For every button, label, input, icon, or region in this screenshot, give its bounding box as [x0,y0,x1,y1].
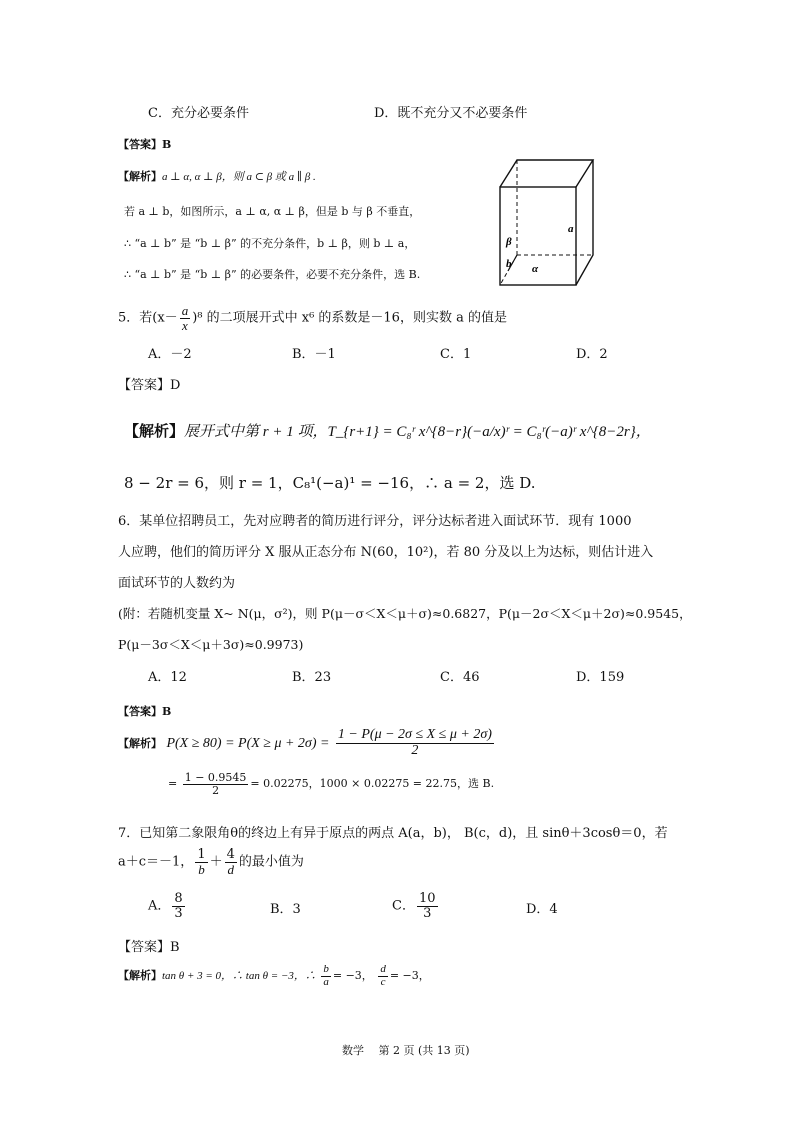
solution-mid: = −3， [332,969,373,983]
solution-post: = −3， [389,969,430,983]
q5-stem [118,304,507,332]
q6-line2: 人应聘，他们的简历评分 X 服从正态分布 N(60，10²)，若 80 分及以上为达标，则估计进入 [118,545,654,560]
q7-fraction-2: $\frac{4}{d}$ [226,847,235,877]
q5-stem-pre: 5．若(x－ [118,310,178,326]
q6-option-a: A．12 [148,670,187,685]
q6-option-c: C．46 [440,670,480,685]
q6-line1: 6．某单位招聘员工，先对应聘者的简历进行评分，评分达标者进入面试环节．现有 1000 [118,514,632,529]
q7-line2-post: 的最小值为 [238,854,304,870]
q4-solution-line4: ∴ “a ⊥ b” 是 “b ⊥ β” 的必要条件，必要不充分条件，选 B. [124,268,421,281]
solution-text: a ⊥ α, α ⊥ β，则 a ⊂ β 或 a ∥ β . [162,171,316,183]
solution-fraction: $\frac{1 - P(\mu - 2\sigma \le X \le \mu + 2\sigma)}{2}$ [337,727,492,758]
q4-solution-line3: ∴ “a ⊥ b” 是 “b ⊥ β” 的不充分条件，b ⊥ β，则 b ⊥ a， [124,237,416,250]
q4-solution-line2: 若 a ⊥ b，如图所示，a ⊥ α, α ⊥ β，但是 b 与 β 不垂直， [124,205,421,218]
q6-line3: 面试环节的人数约为 [118,576,236,591]
solution-label: 【解析】 [118,737,162,751]
solution-label: 【解析】 [118,969,162,983]
solution-text: 展开式中第 r + 1 项，T_{r+1} = C₈ʳ x^{8−r}(−a/x)ʳ = C₈ʳ(−a)ʳ x^{8−2r}， [184,424,651,440]
cuboid-figure [490,150,610,290]
q6-line4: (附：若随机变量 X~ N(μ，σ²)，则 P(μ－σ＜X＜μ＋σ)≈0.6827，P(μ－2σ＜X＜μ＋2σ)≈0.9545， [118,606,692,621]
q6-solution-line2: = $\frac{1 - 0.9545}{2}$ = 0.02275，1000 × 0.02275 = 22.75，选 B. [168,771,495,797]
solution-fraction-2: $\frac{1 - 0.9545}{2}$ [184,771,247,797]
q6-solution-line1 [118,728,496,758]
q5-stem-fraction: $\frac{a}{x}$ [181,303,189,333]
cuboid-right-edge [576,160,593,285]
q5-option-c: C．1 [440,347,472,362]
q4-answer: 【答案】B [118,138,172,151]
q7-option-a: A． $\frac{8}{3}$ [148,891,183,921]
q5-stem-post: )⁸ 的二项展开式中 x⁶ 的系数是－16，则实数 a 的值是 [192,310,507,326]
q4-solution-line1 [118,168,316,184]
q7-solution-line1 [118,964,430,988]
q6-option-b: B．23 [292,670,332,685]
q7-option-d: D．4 [526,902,558,917]
q5-solution-line1 [124,420,651,441]
q5-solution-line2: 8 − 2r = 6，则 r = 1，C₈¹(−a)¹ = −16，∴ a = 2，选 D. [124,474,536,492]
q6-line5: P(μ－3σ＜X＜μ＋3σ)≈0.9973) [118,637,304,652]
cuboid-top-face [500,160,593,187]
q7-fraction-1: $\frac{1}{b}$ [197,847,206,877]
q7-option-b: B．3 [270,902,301,917]
solution-rest: = 0.02275，1000 × 0.02275 = 22.75，选 B. [250,777,495,791]
page-footer: 数学 第 2 页 (共 13 页) [342,1044,470,1057]
label-alpha: α [532,263,539,275]
q4-option-d: D．既不充分又不必要条件 [374,106,528,121]
solution-fraction-dc: $\frac{d}{c}$ [380,963,386,988]
q7-option-c: C． $\frac{10}{3}$ [392,891,436,921]
q7-answer: 【答案】B [118,940,180,955]
q5-option-d: D．2 [576,347,608,362]
solution-fraction-ba: $\frac{b}{a}$ [323,963,329,988]
label-a: a [568,223,574,235]
q5-option-a: A．－2 [148,347,192,362]
label-b: b [506,258,512,270]
solution-pre: tan θ + 3 = 0，∴ tan θ = −3，∴ [162,970,316,983]
q7-plus: ＋ [209,854,223,870]
solution-label: 【解析】 [118,170,162,183]
q7-line1: 7．已知第二象限角θ的终边上有异于原点的两点 A(a，b)， B(c，d)，且 sinθ＋3cosθ＝0，若 [118,826,668,841]
q5-option-b: B．－1 [292,347,336,362]
q6-option-d: D．159 [576,670,625,685]
q7-line2 [118,848,304,876]
q6-answer: 【答案】B [118,705,172,718]
label-beta: β [506,236,512,248]
q5-answer: 【答案】D [118,378,181,393]
solution-left: P(X ≥ 80) = P(X ≥ μ + 2σ) = [166,736,330,752]
q7-line2-pre: a＋c＝－1， [118,854,194,870]
q4-option-c: C．充分必要条件 [148,106,249,121]
solution-label: 【解析】 [124,422,185,440]
